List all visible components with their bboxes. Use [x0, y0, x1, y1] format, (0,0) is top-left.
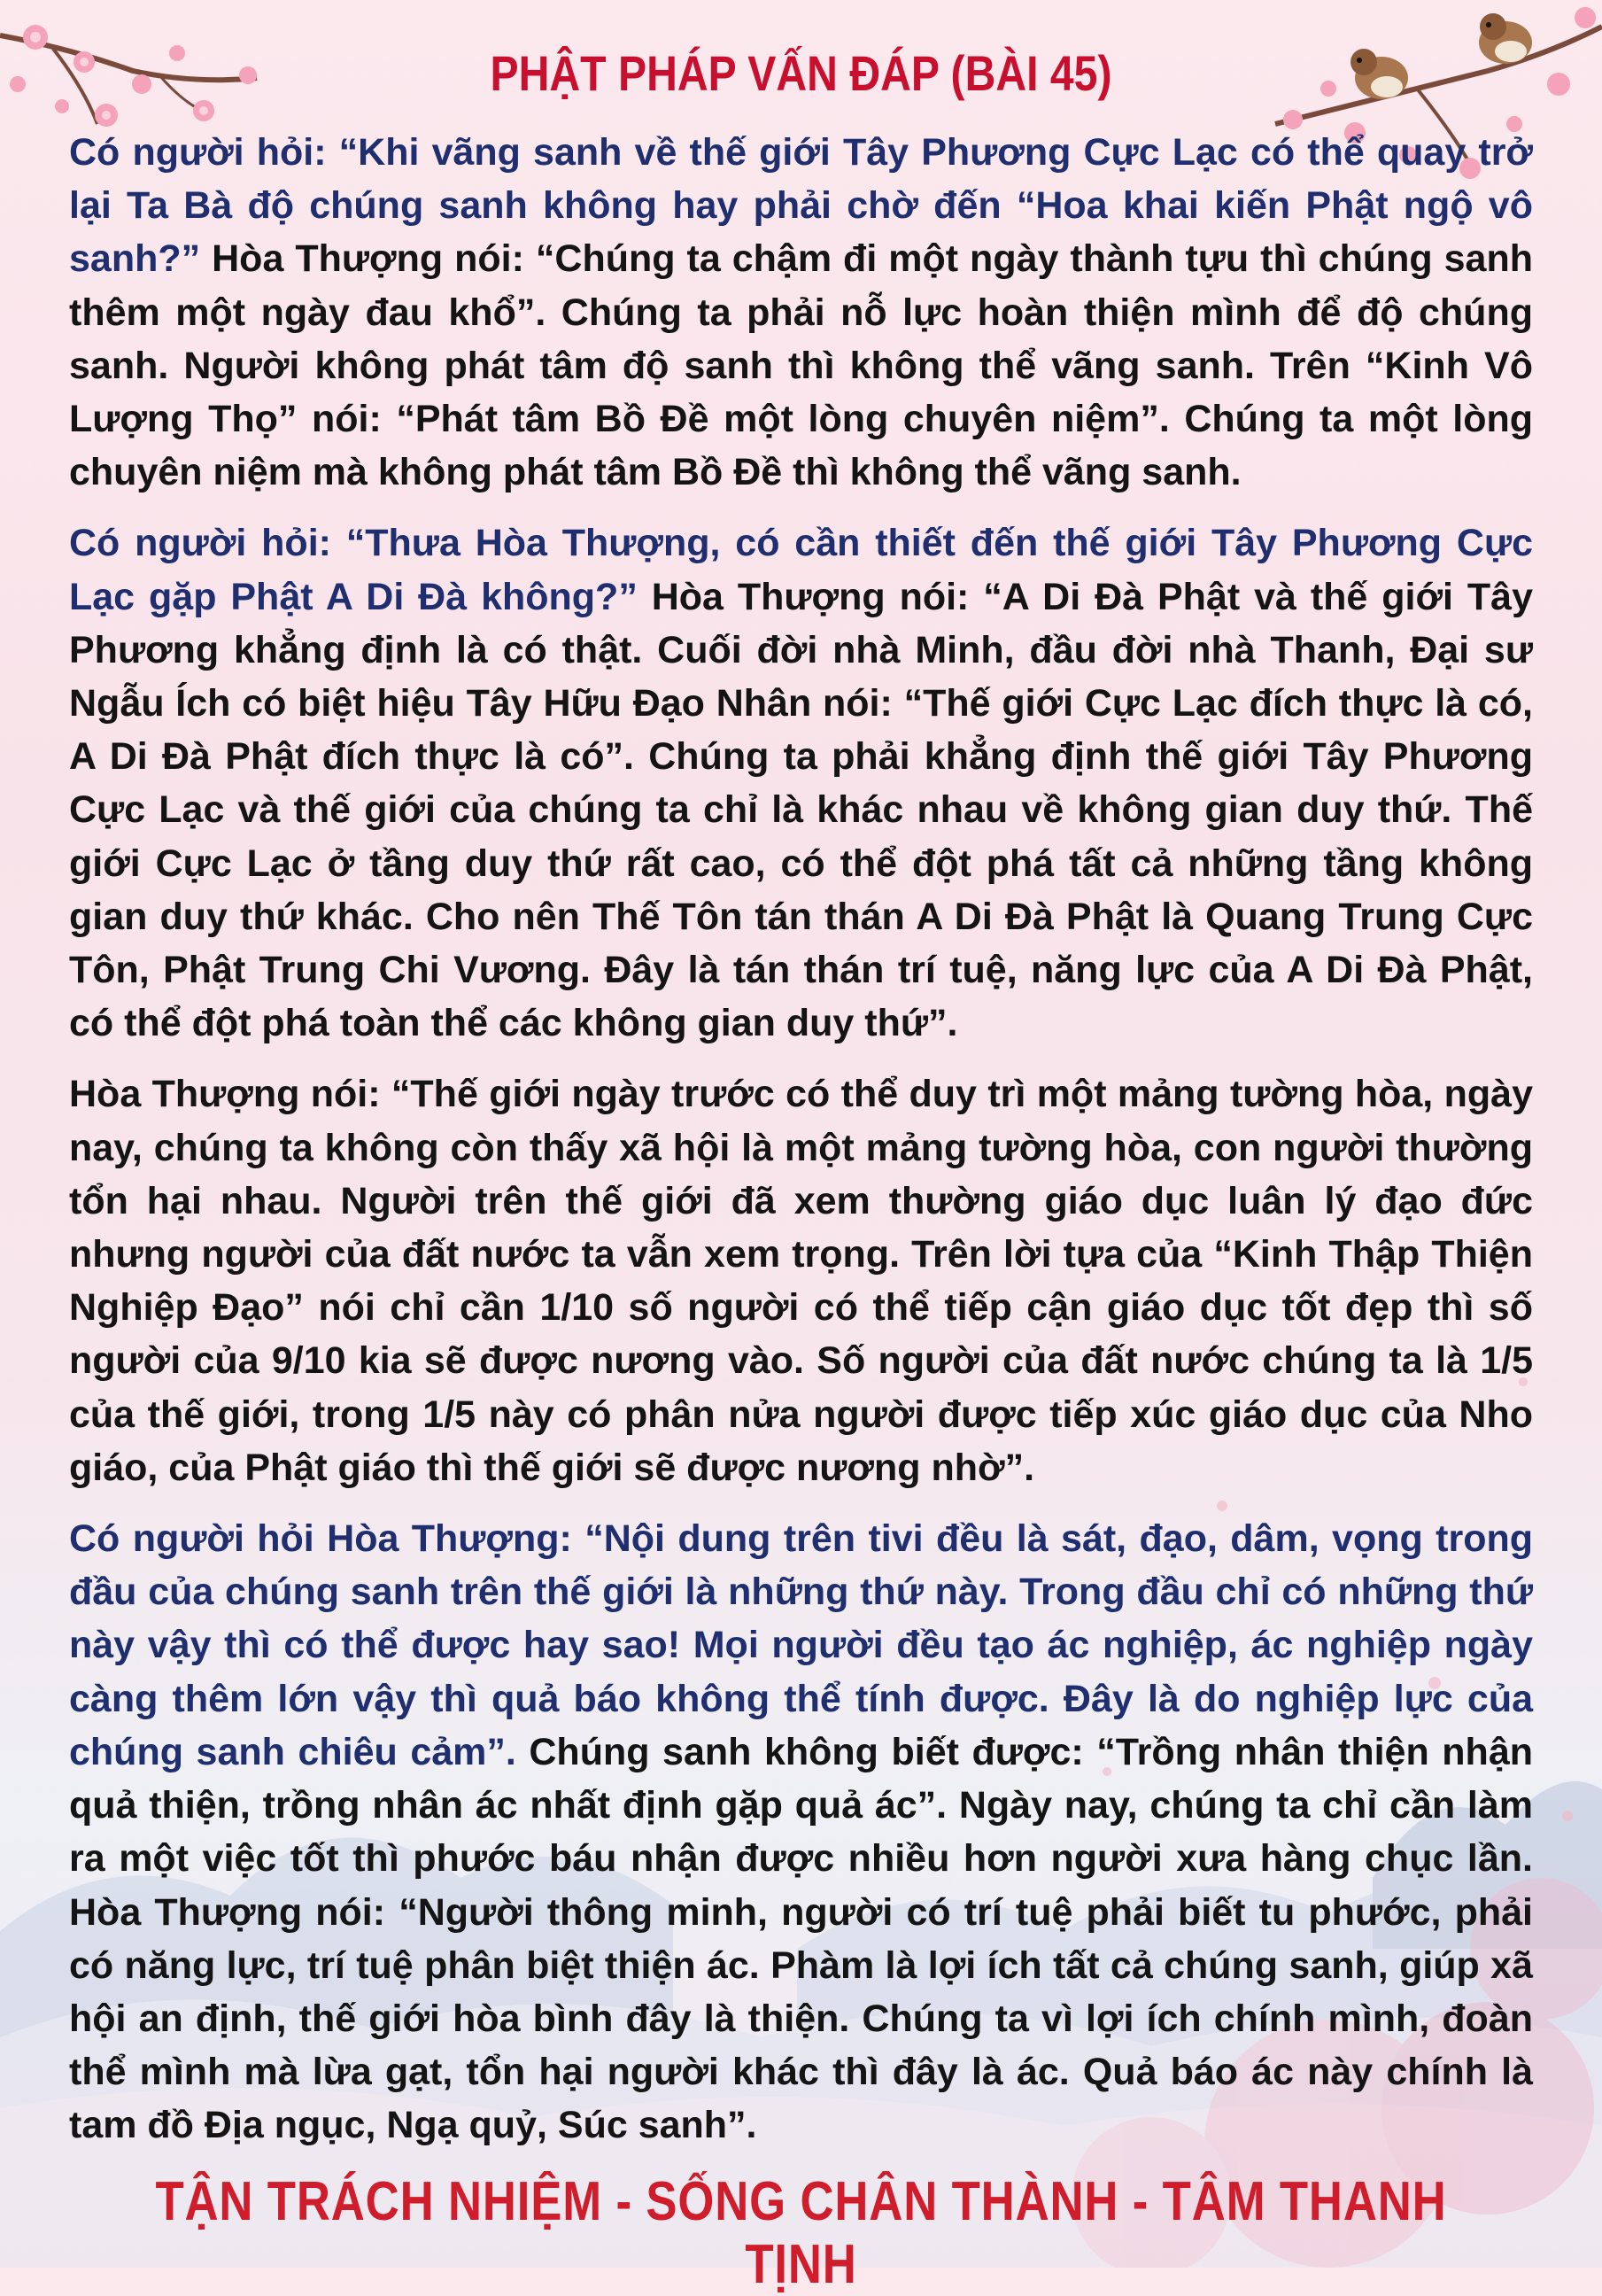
- paragraph-4: [69, 1512, 1533, 2152]
- paragraph-2: [69, 516, 1533, 1050]
- question-text: Có người hỏi: “Thưa Hòa Thượng, có cần thiết đến thế giới Tây Phương Cực Lạc gặp Phật A Di Đà không?”: [69, 522, 1533, 618]
- answer-text: Hòa Thượng nói: “A Di Đà Phật và thế giới Tây Phương khẳng định là có thật. Cuối đời nhà Minh, đầu đời nhà Thanh, Đại sư Ngẫu Ích có biệt hiệu Tây Hữu Đạo Nhân nói: “Thế giới Cực Lạc đích thực là có, A Di Đà Phật đích thực là có”. Chúng ta phải khẳng định thế giới Tây Phương Cực Lạc và thế giới của chúng ta chỉ là khác nhau về không gian duy thứ. Thế giới Cực Lạc ở tầng duy thứ rất cao, có thể đột phá tất cả những tầng không gian duy thứ khác. Cho nên Thế Tôn tán thán A Di Đà Phật là Quang Trung Cực Tôn, Phật Trung Chi Vương. Đây là tán thán trí tuệ, năng lực của A Di Đà Phật, có thể đột phá toàn thể các không gian duy thứ”.: [69, 575, 1533, 1045]
- paragraph-3: [69, 1067, 1533, 1494]
- article-title: PHẬT PHÁP VẤN ĐÁP (BÀI 45): [490, 45, 1112, 101]
- question-text: Có người hỏi: “Khi vãng sanh về thế giới Tây Phương Cực Lạc có thể quay trở lại Ta Bà độ chúng sanh không hay phải chờ đến “Hoa khai kiến Phật ngộ vô sanh?”: [69, 131, 1533, 281]
- paragraph-1: [69, 126, 1533, 499]
- answer-text: Hòa Thượng nói: “Thế giới ngày trước có thể duy trì một mảng tường hòa, ngày nay, chúng ta không còn thấy xã hội là một mảng tường hòa, con người thường tổn hại nhau. Người trên thế giới đã xem thường giáo dục luân lý đạo đức nhưng người của đất nước ta vẫn xem trọng. Trên lời tựa của “Kinh Thập Thiện Nghiệp Đạo” nói chỉ cần 1/10 số người có thể tiếp cận giáo dục tốt đẹp thì số người của 9/10 kia sẽ được nương vào. Số người của đất nước chúng ta là 1/5 của thế giới, trong 1/5 này có phân nửa người được tiếp xúc giáo dục của Nho giáo, của Phật giáo thì thế giới sẽ được nương nhờ”.: [69, 1073, 1533, 1489]
- question-text: Có người hỏi Hòa Thượng: “Nội dung trên tivi đều là sát, đạo, dâm, vọng trong đầu của chúng sanh trên thế giới là những thứ này. Trong đầu chỉ có những thứ này vậy thì có thể được hay sao! Mọi người đều tạo ác nghiệp, ác nghiệp ngày càng thêm lớn vậy thì quả báo không thể tính được. Đây là do nghiệp lực của chúng sanh chiêu cảm”.: [69, 1517, 1533, 1773]
- footer-slogan: TẬN TRÁCH NHIỆM - SỐNG CHÂN THÀNH - TÂM THANH TỊNH: [155, 2171, 1447, 2295]
- answer-text: Chúng sanh không biết được: “Trồng nhân thiện nhận quả thiện, trồng nhân ác nhất định gặp quả ác”. Ngày nay, chúng ta chỉ cần làm ra một việc tốt thì phước báu nhận được nhiều hơn người xưa hàng chục lần. Hòa Thượng nói: “Người thông minh, người có trí tuệ phải biết tu phước, phải có năng lực, trí tuệ phân biệt thiện ác. Phàm là lợi ích tất cả chúng sanh, giúp xã hội an định, thế giới hòa bình đây là thiện. Chúng ta vì lợi ích chính mình, đoàn thể mình mà lừa gạt, tổn hại người khác thì đây là ác. Quả báo ác này chính là tam đồ Địa ngục, Ngạ quỷ, Súc sanh”.: [69, 1730, 1533, 2147]
- article-body: [69, 126, 1533, 2170]
- answer-text: Hòa Thượng nói: “Chúng ta chậm đi một ngày thành tựu thì chúng sanh thêm một ngày đau khổ”. Chúng ta phải nỗ lực hoàn thiện mình để độ chúng sanh. Người không phát tâm độ sanh thì không thể vãng sanh. Trên “Kinh Vô Lượng Thọ” nói: “Phát tâm Bồ Đề một lòng chuyên niệm”. Chúng ta một lòng chuyên niệm mà không phát tâm Bồ Đề thì không thể vãng sanh.: [69, 237, 1533, 494]
